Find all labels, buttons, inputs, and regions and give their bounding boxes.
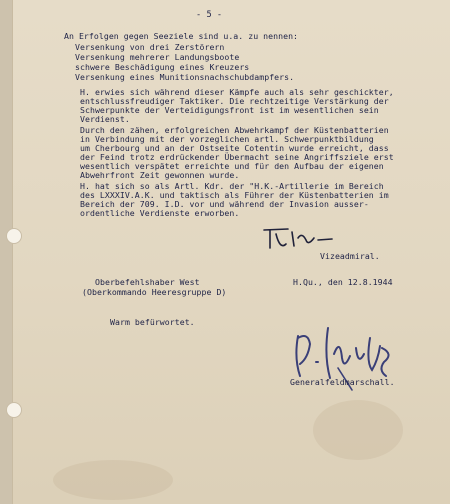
- success-item: schwere Beschädigung eines Kreuzers: [75, 62, 250, 72]
- punch-hole-top: [6, 228, 22, 244]
- paragraph-line: entschlussfreudiger Taktiker. Die rechtzeitige Verstärkung der: [80, 96, 389, 106]
- issuer-subtitle: (Oberkommando Heeresgruppe D): [82, 287, 227, 297]
- paragraph-line: ordentliche Verdienste erworben.: [80, 208, 240, 218]
- success-item: Versenkung von drei Zerstörern: [75, 42, 225, 52]
- intro-line: An Erfolgen gegen Seeziele sind u.a. zu nennen:: [64, 31, 299, 41]
- success-item: Versenkung mehrerer Landungsboote: [75, 52, 240, 62]
- issuer-title: Oberbefehlshaber West: [95, 277, 200, 287]
- paragraph-line: in Verbindung mit der vorzeglichen artl. Schwerpunktbildung: [80, 134, 374, 144]
- paragraph-line: der Feind trotz erdrückender Übermacht seine Angriffsziele erst: [80, 152, 394, 162]
- paragraph-line: um Cherbourg und an der Ostseite Cotentin wurde erreicht, dass: [80, 143, 389, 153]
- paper-stain: [53, 460, 173, 500]
- punch-hole-bottom: [6, 402, 22, 418]
- success-item: Versenkung eines Munitionsnachschubdampfers.: [75, 72, 295, 82]
- paragraph-line: des LXXXIV.A.K. und taktisch als Führer der Küstenbatterien im: [80, 190, 389, 200]
- endorsement-text: Warm befürwortet.: [110, 317, 195, 327]
- paragraph-line: Abwehrfront Zeit gewonnen wurde.: [80, 170, 240, 180]
- vice-admiral-rank: Vizeadmiral.: [320, 251, 380, 261]
- paragraph-line: Bereich der 709. I.D. vor und während der Invasion ausser-: [80, 199, 369, 209]
- paragraph-line: Verdienst.: [80, 114, 130, 124]
- place-date: H.Qu., den 12.8.1944: [293, 277, 393, 287]
- vice-admiral-signature: [262, 224, 362, 254]
- paragraph-line: wesentlich verspätet erreichte und für den Aufbau der eigenen: [80, 161, 384, 171]
- paper-stain: [313, 400, 403, 460]
- page-number: - 5 -: [196, 10, 223, 20]
- paragraph-line: Schwerpunkte der Verteidigungsfront ist im wesentlichen sein: [80, 105, 379, 115]
- paragraph-line: Durch den zähen, erfolgreichen Abwehrkampf der Küstenbatterien: [80, 125, 389, 135]
- paragraph-line: H. erwies sich während dieser Kämpfe auch als sehr geschickter,: [80, 87, 394, 97]
- field-marshal-rank: Generalfeldmarschall.: [290, 377, 395, 387]
- paragraph-line: H. hat sich so als Artl. Kdr. der "H.K.-Artillerie im Bereich: [80, 181, 384, 191]
